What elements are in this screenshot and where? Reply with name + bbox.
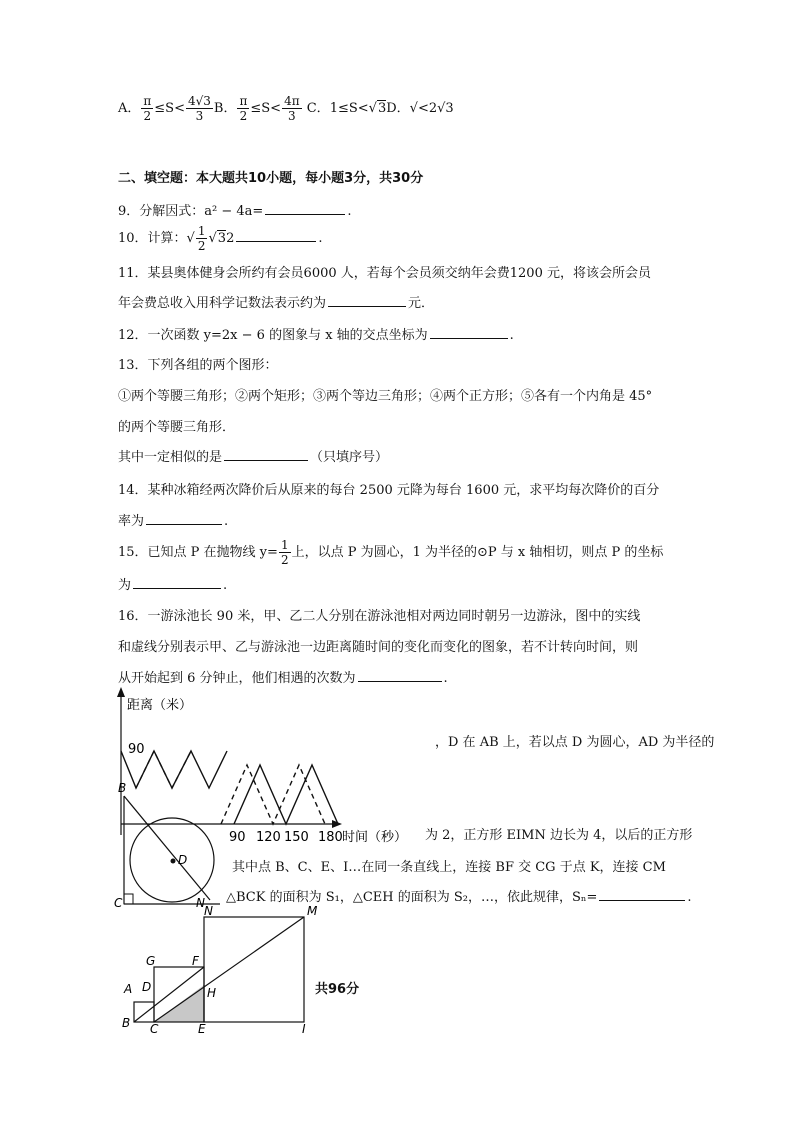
graph-x-tick-180: 180 (318, 830, 343, 845)
question-12: 12．一次函数 y=2x − 6 的图象与 x 轴的交点坐标为 . (118, 328, 514, 343)
question-13-line-2: ①两个等腰三角形；②两个矩形；③两个等边三角形；④两个正方形；⑤各有一个内角是 45° (118, 389, 653, 404)
section-3-heading-fragment: 共96分 (315, 982, 360, 997)
series-jia-solid (234, 765, 338, 824)
svg-text:G: G (146, 954, 156, 968)
question-13-line-3: 的两个等腰三角形． (118, 420, 236, 435)
answer-blank-9[interactable] (265, 202, 345, 215)
question-17-fragment: ，D 在 AB 上，若以点 D 为圆心，AD 为半径的 (435, 731, 714, 750)
svg-text:N: N (204, 904, 213, 918)
option-b-frac1: $\frac{\pi}{2}$ (239, 94, 248, 123)
question-18-fragment-3: △BCK 的面积为 S₁，△CEH 的面积为 S₂，…，依此规律，Sₙ= . (226, 886, 692, 905)
answer-blank-11[interactable] (328, 294, 406, 307)
answer-blank-18[interactable] (599, 888, 685, 901)
svg-text:M: M (307, 904, 318, 918)
answer-blank-14[interactable] (146, 512, 222, 525)
option-d-label: D． (386, 101, 410, 116)
graph-x-tick-120: 120 (256, 830, 281, 845)
question-9: 9．分解因式：a² − 4a= . (118, 204, 352, 219)
option-a-label: A． (118, 101, 141, 116)
question-18-fragment-2: 其中点 B、C、E、I…在同一条直线上，连接 BF 交 CG 于点 K，连接 CM (232, 856, 666, 875)
answer-blank-10[interactable] (236, 229, 316, 242)
svg-text:A: A (124, 982, 133, 996)
question-16-line-1: 16．一游泳池长 90 米，甲、乙二人分别在游泳池相对两边同时朝另一边游泳，图中的实线 (118, 609, 641, 624)
question-14-line-1: 14．某种冰箱经两次降价后从原来的每台 2500 元降为每台 1600 元，求平均每次降价的百分 (118, 483, 660, 498)
svg-text:D: D (142, 980, 152, 994)
question-13-line-1: 13．下列各组的两个图形： (118, 358, 278, 373)
circle-figure (112, 776, 232, 908)
graph-y-label: 距离（米） (127, 698, 193, 713)
question-15-line-2: 为 . (118, 578, 228, 593)
svg-text:D: D (178, 853, 188, 867)
graph-x-tick-150: 150 (284, 830, 309, 845)
graph-x-tick-90: 90 (229, 830, 246, 845)
svg-text:I: I (302, 1022, 306, 1036)
svg-text:N: N (196, 896, 205, 910)
answer-blank-15[interactable] (133, 576, 221, 589)
section-2-heading: 二、填空题：本大题共10小题，每小题3分，共30分 (118, 171, 424, 186)
graph-x-label: 时间（秒） (342, 830, 408, 845)
question-10: 10．计算：√ $\frac{1}{2}$ √32 . (118, 224, 323, 253)
option-b-frac2: $\frac{4\pi}{3}$ (284, 94, 300, 123)
question-18-fragment-1: 为 2，正方形 EIMN 边长为 4，以后的正方形 (425, 824, 692, 843)
option-c-label: C． (306, 101, 330, 116)
question-11-line-2: 年会费总收入用科学记数法表示约为 元． (118, 296, 435, 311)
svg-text:B: B (122, 1016, 131, 1030)
option-a-frac1: $\frac{\pi}{2}$ (143, 94, 152, 123)
q8-options: A． $\frac{\pi}{2}$ ≤S< $\frac{4√3}{3}$ B． $\frac{\pi}{2}$ ≤S< $\frac{4\pi}{3}$ C．1≤S<√3D．√<2√3 (118, 94, 454, 123)
svg-text:C: C (150, 1022, 159, 1036)
answer-blank-12[interactable] (430, 326, 508, 339)
option-a-frac2: $\frac{4√3}{3}$ (187, 94, 211, 123)
squares-figure (112, 905, 327, 1035)
graph-y-tick-90: 90 (128, 742, 145, 757)
question-15-line-1: 15．已知点 P 在抛物线 y= $\frac{1}{2}$ 上，以点 P 为圆心，1 为半径的⊙P 与 x 轴相切，则点 P 的坐标 (118, 538, 664, 567)
question-16-line-3: 从开始起到 6 分钟止，他们相遇的次数为 . (118, 671, 448, 686)
option-b-label: B． (213, 101, 237, 116)
question-14-line-2: 率为 . (118, 514, 229, 529)
svg-text:H: H (207, 986, 217, 1000)
answer-blank-16[interactable] (358, 669, 442, 682)
graph-y-arrow (117, 687, 125, 697)
answer-blank-13[interactable] (224, 448, 308, 461)
question-13-line-4: 其中一定相似的是 （只填序号） (118, 450, 389, 465)
svg-text:E: E (198, 1022, 206, 1036)
question-11-line-1: 11．某县奥体健身会所约有会员6000 人，若每个会员须交纳年会费1200 元，将该会所会员 (118, 266, 651, 281)
svg-text:B: B (118, 781, 127, 795)
svg-text:F: F (192, 954, 199, 968)
svg-text:C: C (114, 896, 123, 910)
question-16-line-2: 和虚线分别表示甲、乙与游泳池一边距离随时间的变化而变化的图象，若不计转向时间，则 (118, 640, 639, 655)
